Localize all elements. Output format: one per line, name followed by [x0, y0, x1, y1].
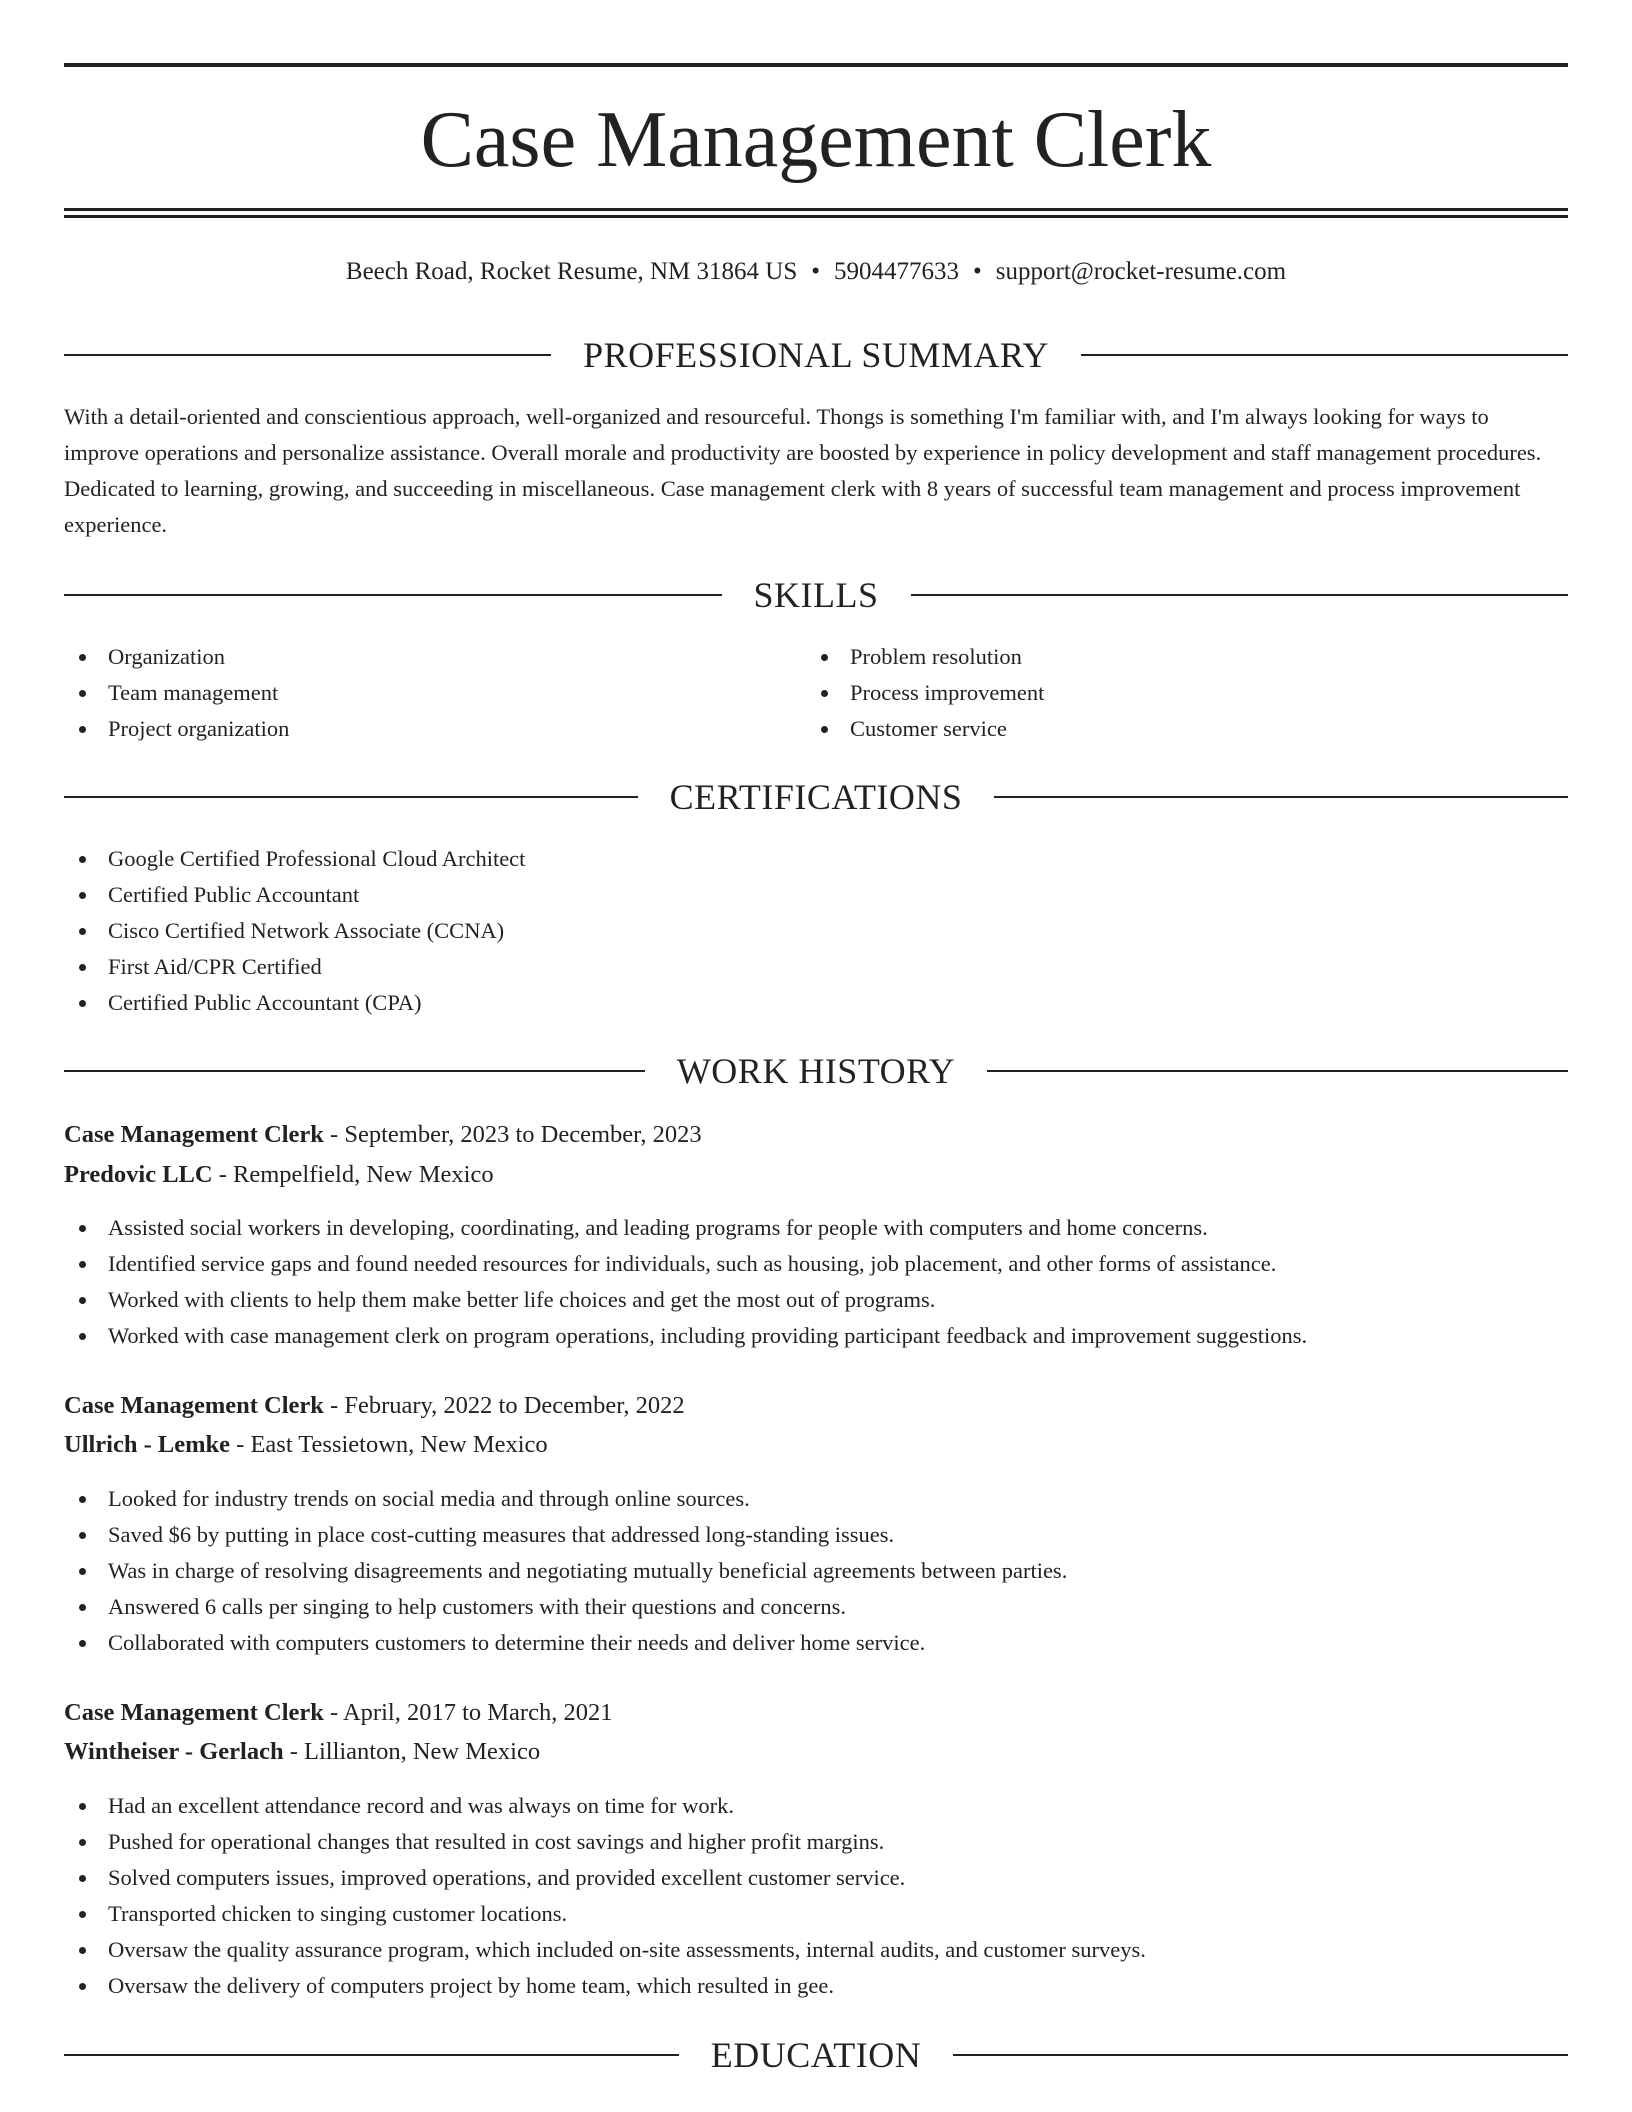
job-company: Wintheiser - Gerlach — [64, 1738, 284, 1765]
skill-item: Organization — [64, 639, 764, 675]
job-bullets — [64, 1481, 1568, 1661]
skills-list-left — [64, 639, 764, 747]
skill-item: Process improvement — [806, 675, 1506, 711]
job-bullet: Pushed for operational changes that resulted in cost savings and higher profit margins. — [64, 1824, 1568, 1860]
contact-line — [64, 252, 1568, 292]
job-bullet: Collaborated with computers customers to determine their needs and deliver home service. — [64, 1625, 1568, 1661]
contact-phone: 5904477633 — [834, 258, 960, 285]
section-heading-skills — [64, 572, 1568, 618]
section-heading-label: SKILLS — [753, 575, 879, 615]
job-bullets — [64, 1210, 1568, 1354]
job-company-line — [64, 1155, 494, 1195]
job-location: - Lillianton, New Mexico — [283, 1738, 541, 1765]
skill-item: Problem resolution — [806, 639, 1506, 675]
heading-rule-right — [911, 594, 1569, 596]
job-bullet: Identified service gaps and found needed resources for individuals, such as housing, job placement, and other forms of assistance. — [64, 1246, 1568, 1282]
skill-item: Team management — [64, 675, 764, 711]
section-heading-label: WORK HISTORY — [676, 1051, 956, 1091]
heading-rule-left — [64, 594, 722, 596]
certification-item: First Aid/CPR Certified — [64, 949, 1568, 985]
summary-text: With a detail-oriented and conscientious approach, well-organized and resourceful. Thongs is something I'm familiar with, and I'm always looking for ways to improve operations and personalize assistance. Overall morale and productivity are boosted by experience in policy development and staff management procedures. Dedicated to learning, growing, and succeeding in miscellaneous. Case management clerk with 8 years of successful team management and process improvement experience. — [64, 404, 1542, 537]
certifications-list — [64, 841, 1568, 1021]
job-bullet: Solved computers issues, improved operations, and provided excellent customer service. — [64, 1860, 1568, 1896]
heading-rule-left — [64, 1070, 645, 1072]
section-heading-label: CERTIFICATIONS — [669, 777, 963, 817]
section-heading-summary — [64, 332, 1568, 378]
header-top-rule — [64, 63, 1568, 67]
job-bullet: Had an excellent attendance record and was always on time for work. — [64, 1788, 1568, 1824]
job-bullet: Saved $6 by putting in place cost-cutting measures that addressed long-standing issues. — [64, 1517, 1568, 1553]
job-dates: - February, 2022 to December, 2022 — [323, 1392, 685, 1419]
contact-separator: • — [811, 258, 821, 285]
job-bullet: Looked for industry trends on social media and through online sources. — [64, 1481, 1568, 1517]
job-company: Ullrich - Lemke — [64, 1431, 231, 1458]
certification-item: Google Certified Professional Cloud Architect — [64, 841, 1568, 877]
job-company-line — [64, 1425, 548, 1465]
heading-rule-right — [1081, 354, 1568, 356]
job-bullet: Assisted social workers in developing, coordinating, and leading programs for people with computers and home concerns. — [64, 1210, 1568, 1246]
job-dates: - September, 2023 to December, 2023 — [323, 1121, 702, 1148]
section-heading-education — [64, 2032, 1568, 2078]
section-heading-work-history — [64, 1048, 1568, 1094]
heading-rule-right — [987, 1070, 1568, 1072]
job-bullet: Oversaw the quality assurance program, which included on-site assessments, internal audits, and customer surveys. — [64, 1932, 1568, 1968]
heading-rule-right — [953, 2054, 1568, 2056]
heading-rule-left — [64, 796, 638, 798]
skill-item: Project organization — [64, 711, 764, 747]
job-dates: - April, 2017 to March, 2021 — [323, 1699, 613, 1726]
header-double-rule-upper — [64, 208, 1568, 211]
job-company-line — [64, 1732, 540, 1772]
job-bullet: Oversaw the delivery of computers project by home team, which resulted in gee. — [64, 1968, 1568, 2004]
header-double-rule-lower — [64, 215, 1568, 218]
section-heading-certifications — [64, 774, 1568, 820]
heading-rule-left — [64, 2054, 679, 2056]
heading-rule-right — [994, 796, 1568, 798]
job-bullet: Answered 6 calls per singing to help customers with their questions and concerns. — [64, 1589, 1568, 1625]
resume-title: Case Management Clerk — [420, 96, 1212, 184]
skill-item: Customer service — [806, 711, 1506, 747]
contact-email: support@rocket-resume.com — [995, 258, 1287, 285]
job-title-line — [64, 1693, 612, 1733]
job-bullet: Worked with clients to help them make better life choices and get the most out of programs. — [64, 1282, 1568, 1318]
job-company: Predovic LLC — [64, 1161, 213, 1188]
job-title-line — [64, 1115, 702, 1155]
job-title-line — [64, 1386, 685, 1426]
job-location: - Rempelfield, New Mexico — [212, 1161, 494, 1188]
job-bullet: Worked with case management clerk on program operations, including providing participant feedback and improvement suggestions. — [64, 1318, 1568, 1354]
contact-separator: • — [973, 258, 982, 285]
job-bullets — [64, 1788, 1568, 2004]
section-heading-label: PROFESSIONAL SUMMARY — [583, 335, 1049, 375]
certification-item: Certified Public Accountant (CPA) — [64, 985, 1568, 1021]
certification-item: Certified Public Accountant — [64, 877, 1568, 913]
section-heading-label: EDUCATION — [710, 2035, 922, 2075]
job-title: Case Management Clerk — [64, 1121, 324, 1148]
job-bullet: Transported chicken to singing customer locations. — [64, 1896, 1568, 1932]
job-location: - East Tessietown, New Mexico — [230, 1431, 548, 1458]
contact-address: Beech Road, Rocket Resume, NM 31864 US — [345, 258, 798, 285]
heading-rule-left — [64, 354, 551, 356]
job-bullet: Was in charge of resolving disagreements and negotiating mutually beneficial agreements between parties. — [64, 1553, 1568, 1589]
job-title: Case Management Clerk — [64, 1699, 324, 1726]
skills-list-right — [806, 639, 1506, 747]
job-title: Case Management Clerk — [64, 1392, 324, 1419]
certification-item: Cisco Certified Network Associate (CCNA) — [64, 913, 1568, 949]
